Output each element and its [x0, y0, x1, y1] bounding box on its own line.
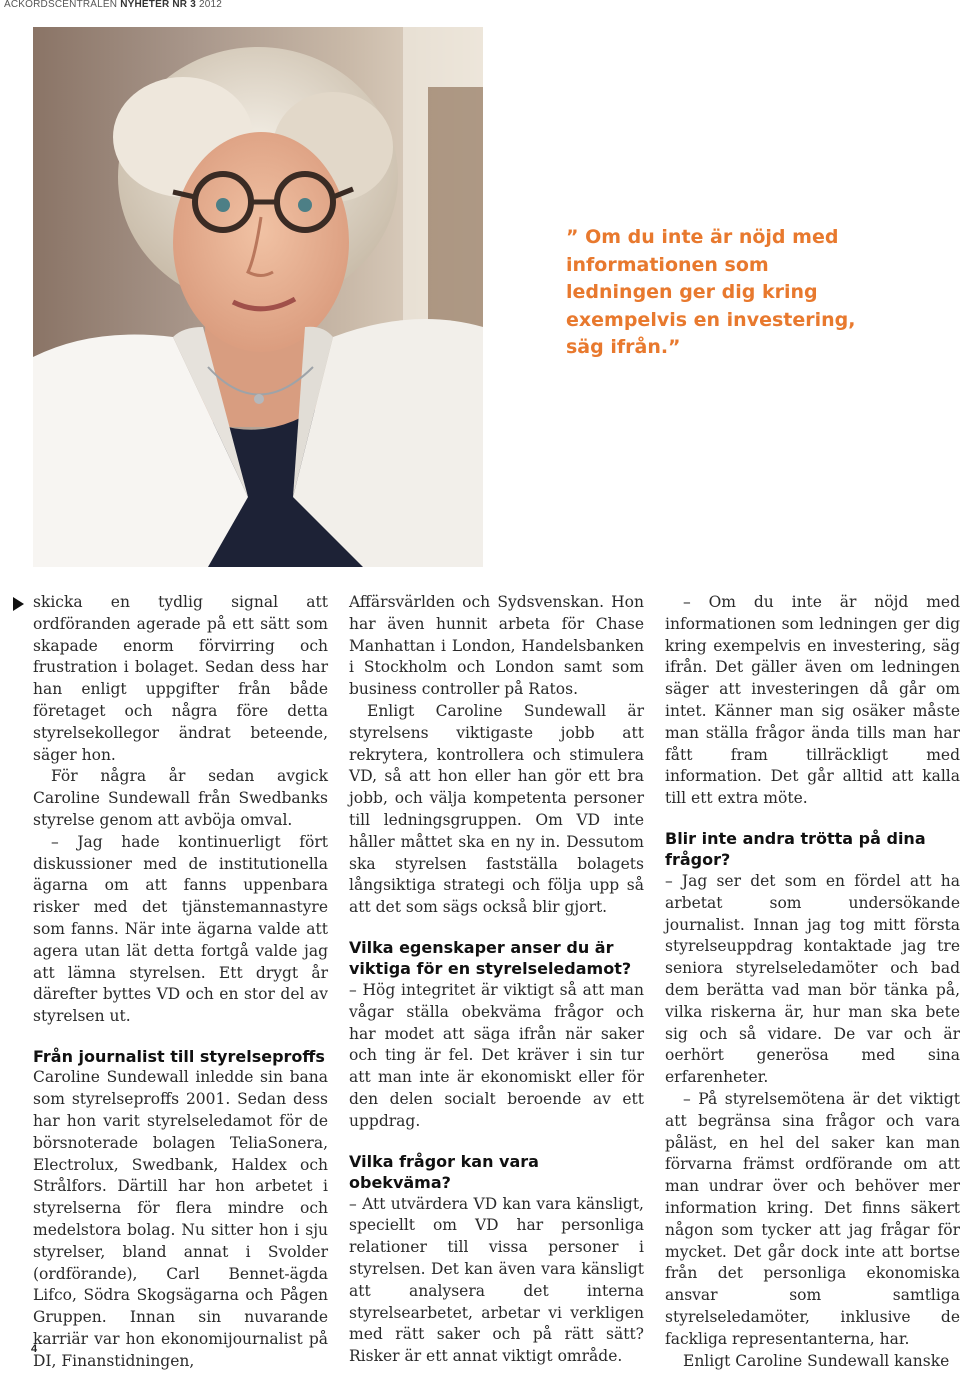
paragraph: – På styrelsemötena är det viktigt att begränsa sina frågor och vara påläst, en hel del saker kan man förvarna främst ordförande om att man undrar över och behöver mer information kring. Det finns säkert någon som tycker att jag frågar för mycket. Det går dock inte att bortse från det personliga ekonomiska ansvar som samtliga styrelseledamöter, inklusive de fackliga representanterna, har. — [665, 1089, 960, 1348]
paragraph: – Om du inte är nöjd med informationen som ledningen ger dig kring exempelvis en investering, säg ifrån. Det gäller även om ledningen säger att investeringen då går om intet. Känner man sig osäker måste man ställa frågor ända tills man har fått fram tillräckligt med information. Det går alltid att kalla till ett extra möte. — [665, 593, 960, 808]
subheading: Vilka egenskaper anser du är viktiga för en styrelseledamot? — [349, 937, 632, 979]
portrait-photo-woman-with-glasses — [33, 27, 483, 567]
issue-year: 2012 — [198, 0, 222, 10]
column-2 — [349, 592, 644, 1368]
paragraph: Enligt Caroline Sundewall är styrelsens viktigaste jobb att rekrytera, kontrollera och stimulera VD, så att hon eller han gör ett bra jobb, och välja kompetenta personer till ledningsgruppen. Om VD inte håller måttet ska en ny in. Dessutom ska styrelsen fastställa bolagets långsiktiga strategi och följa upp så att det som sägs också blir gjort. — [349, 701, 644, 917]
portrait-photo — [33, 27, 483, 567]
running-header — [4, 0, 222, 10]
continuation-arrow-icon — [13, 597, 24, 611]
paragraph: Affärsvärlden och Sydsvenskan. Hon har även hunnit arbeta för Chase Manhattan i London, Handelsbanken i Stockholm och London samt som business controller på Ratos. — [349, 593, 644, 699]
subheading: Vilka frågor kan vara obekväma? — [349, 1151, 539, 1193]
pull-quote: ” Om du inte är nöjd med informationen som ledningen ger dig kring exempelvis en investering, säg ifrån.” — [566, 226, 856, 358]
paragraph: Enligt Caroline Sundewall kanske — [683, 1351, 950, 1370]
paragraph: För några år sedan avgick Caroline Sundewall från Swedbanks styrelse genom att avböja omval. — [33, 767, 328, 829]
paragraph: – Jag ser det som en fördel att ha arbetat som undersökande journalist. Innan jag tog mitt första styrelseuppdrag kontaktade jag tre seniora styrelseledamöter och bad dem berätta vad man bör tänka på, vilka riskerna är, hur man ska bete sig och så vidare. De var och är oerhört generösa med sina erfarenheter. — [665, 871, 960, 1087]
column-3 — [665, 592, 960, 1372]
paragraph: – Jag hade kontinuerligt fört diskussioner med de institutionella ägarna om att fanns uppenbara risker med det tjänstemannastyre som fanns. När inte ägarna valde att agera utan lät detta fortgå valde jag att lämna styrelsen. Ett drygt år därefter byttes VD och en stor del av styrelsen ut. — [33, 832, 328, 1026]
column-1 — [33, 592, 328, 1373]
issue-label: NYHETER NR 3 — [120, 0, 196, 10]
paragraph: – Att utvärdera VD kan vara känsligt, speciellt om VD har personliga relationer till vissa personer i styrelsen. Det kan även vara känsligt att analysera det interna styrelsearbetet, arbetar vi verkligen med rätt saker och på rätt sätt? Risker är ett annat viktigt område. — [349, 1194, 644, 1366]
paragraph: – Hög integritet är viktigt så att man vågar ställa obekväma frågor och har modet att säga ifrån när saker och ting är fel. Det kräver i sin tur att man inte är ekonomiskt eller för den delen socialt beroende av ett uppdrag. — [349, 980, 644, 1130]
publication-name: ACKORDSCENTRALEN — [4, 0, 118, 10]
paragraph: skicka en tydlig signal att ordföranden agerade på ett sätt som skapade enorm förvirring och frustration i bolaget. Sedan dess har han enligt uppgifter från både företaget och några före detta styrelsekollegor ändrat beteende, säger hon. — [33, 593, 328, 764]
subheading: Från journalist till styrelseproffs — [33, 1046, 325, 1066]
page-number: 4 — [31, 1343, 38, 1355]
paragraph: Caroline Sundewall inledde sin bana som styrelseproffs 2001. Sedan dess har hon varit styrelseledamot för de börsnoterade bolagen TeliaSonera, Electrolux, Swedbank, Haldex och Strålfors. Därtill har hon arbetet i styrelserna för flera mindre och medelstora bolag. Nu sitter hon i sju styrelser, bland annat i Svolder (ordförande), Carl Bennet-ägda Lifco, Södra Skogsägarna och Pågen Gruppen. Innan sin nuvarande karriär var hon ekonomijournalist på DI, Finanstidningen, — [33, 1068, 328, 1370]
subheading: Blir inte andra trötta på dina frågor? — [665, 828, 926, 870]
